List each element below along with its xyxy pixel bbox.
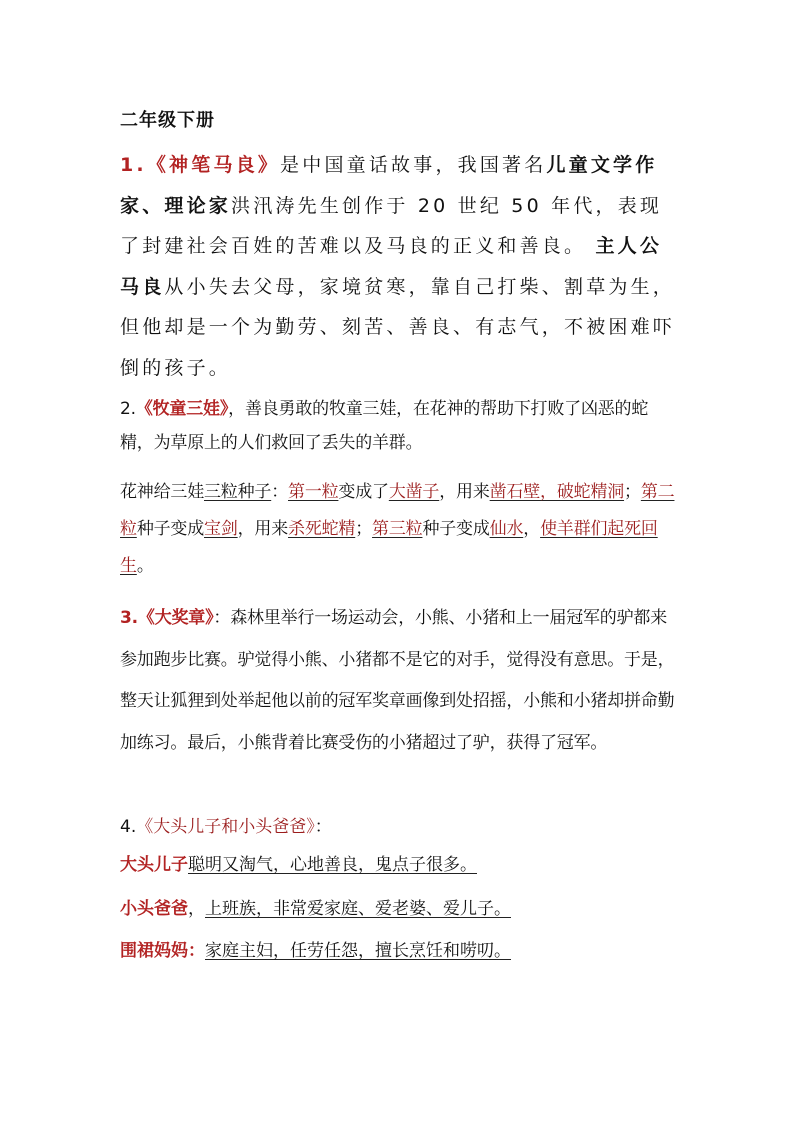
highlight-text: 大凿子: [388, 482, 440, 502]
text: 变成了: [338, 482, 389, 502]
character-name: 小头爸爸: [120, 899, 188, 919]
character-description: 聪明又淘气，心地善良，鬼点子很多。: [188, 855, 477, 875]
section-da-jiangzhang: [120, 598, 676, 764]
text: 从小失去父母，家境贫寒，靠自己打柴、割草为生，但他却是一个为勤劳、刻苦、善良、有志气，不被困难吓倒的孩子。: [120, 275, 676, 379]
character-name: 围裙妈妈：: [120, 941, 205, 961]
highlight-text: 第一粒: [288, 482, 339, 502]
section-number: 2.: [120, 399, 136, 419]
book-title: 《大头儿子和小头爸爸》: [136, 817, 315, 837]
section-datou-erzi: [120, 812, 676, 842]
section-number: 3.: [120, 608, 138, 628]
page-heading: 二年级下册: [120, 110, 215, 131]
section-number: 1.: [120, 154, 147, 176]
section-shenbi-maliang: [120, 145, 676, 388]
highlight-text: 宝剑: [204, 519, 238, 539]
section-number: 4.: [120, 817, 137, 837]
text: ，: [523, 519, 541, 539]
bold-text: 主人公马良: [120, 235, 663, 298]
highlight-text: 第三粒: [372, 519, 423, 539]
character-xiaotou-baba: [120, 894, 511, 919]
book-title: 《神笔马良》: [146, 154, 281, 176]
text: ，用来: [237, 519, 289, 539]
text: 种子变成: [136, 519, 205, 539]
highlight-text: 使羊群们起死回生: [120, 519, 658, 576]
character-weiqun-mama: [120, 936, 511, 961]
text: ；: [624, 482, 641, 502]
book-title: 《大奖章》: [137, 608, 214, 628]
text: 。: [136, 556, 154, 576]
book-title: 《牧童三娃》: [135, 399, 229, 419]
section-mutong-sanwa-seeds: [120, 474, 676, 585]
text: ：: [271, 482, 289, 502]
character-description: 上班族，非常爱家庭、爱老婆、爱儿子。: [205, 899, 511, 919]
text: ；: [355, 519, 373, 539]
highlight-text: 杀死蛇精: [288, 519, 356, 539]
text: ，用来: [439, 482, 490, 502]
text: 是中国童话故事，我国著名: [280, 154, 547, 176]
character-name: 大头儿子: [120, 855, 188, 875]
character-datou-erzi: [120, 850, 477, 875]
section-mutong-sanwa: [120, 392, 676, 460]
underlined-text: 三粒种子: [204, 482, 272, 502]
highlight-text: 第二粒: [120, 482, 675, 539]
highlight-text: 凿石壁，破蛇精洞: [489, 482, 625, 502]
text: ：: [314, 817, 332, 837]
text: 种子变成: [422, 519, 490, 539]
text: ，善良勇敢的牧童三娃，在花神的帮助下打败了凶恶的蛇精，为草原上的人们救回了丢失的羊群。: [120, 399, 649, 453]
character-description: 家庭主妇，任劳任怨，擅长烹饪和唠叨。: [205, 941, 511, 961]
bold-text: 儿童文学作家、理论家: [120, 154, 658, 217]
text: ：森林里举行一场运动会，小熊、小猪和上一届冠军的驴都来参加跑步比赛。驴觉得小熊、小猪都不是它的对手，觉得没有意思。于是，整天让狐狸到处举起他以前的冠军奖章画像到处招摇，小熊和小猪却拼命勤加练习。最后，小熊背着比赛受伤的小猪超过了驴，获得了冠军。: [120, 608, 675, 753]
highlight-text: 仙水: [489, 519, 524, 539]
text: 洪汛涛先生创作于 20 世纪 50 年代，表现了封建社会百姓的苦难以及马良的正义和善良。: [120, 194, 663, 257]
text: ，: [188, 899, 205, 919]
text: 花神给三娃: [120, 482, 204, 502]
